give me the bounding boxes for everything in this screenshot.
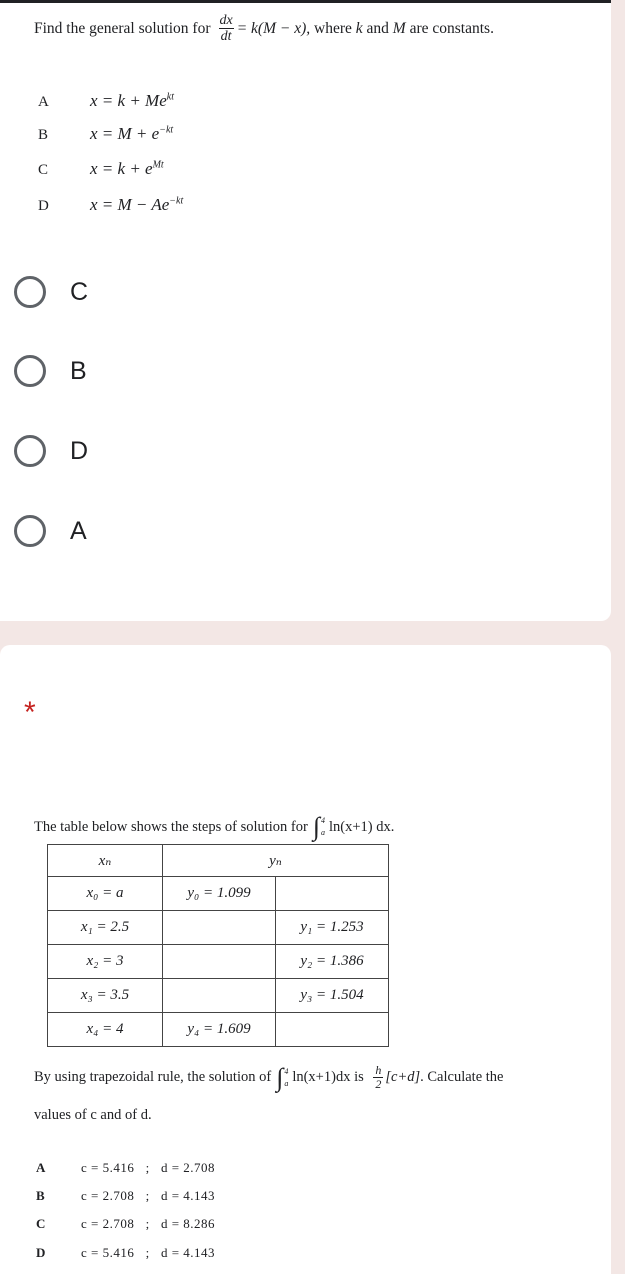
table-row: x₄ = 4 y₄ = 1.609 [48, 1013, 389, 1047]
option-b: B $x = M + e^{-kt}$ [38, 124, 174, 143]
trapezoidal-question-text: By using trapezoidal rule, the solution of ∫ 4 a ln(x+1)dx is h 2 [c+d] . Calculate the [34, 1062, 504, 1092]
table-row: x₂ = 3 y₂ = 1.386 [48, 945, 389, 979]
derivative-fraction: $\frac{dx}{dt}$ [219, 13, 233, 44]
option-2-b: B c = 2.708 ; d = 4.143 [36, 1188, 216, 1203]
option-2-a: A c = 5.416 ; d = 2.708 [36, 1160, 216, 1175]
radio-choice-c[interactable]: C [14, 276, 88, 308]
trapezoidal-question-line-2: values of c and of d. [34, 1107, 152, 1123]
option-a: A $x = k + Me^{kt}$ [38, 91, 174, 110]
question-card-1 [0, 0, 611, 621]
option-2-c: C c = 2.708 ; d = 8.286 [36, 1216, 216, 1231]
option-c: C $x = k + e^{Mt}$ [38, 159, 164, 178]
question-2-intro: The table below shows the steps of solution for ∫ 4 a ln(x+1) dx. [34, 812, 395, 841]
table-row: x₃ = 3.5 y₃ = 1.504 [48, 979, 389, 1013]
option-d: D $x = M - Ae^{-kt}$ [38, 195, 184, 214]
solution-table [47, 844, 389, 1047]
required-asterisk: * [24, 696, 36, 729]
radio-circle-icon[interactable] [14, 515, 46, 547]
option-2-d: D c = 5.416 ; d = 4.143 [36, 1245, 216, 1260]
table-header-row: xₙ yₙ [48, 845, 389, 877]
question-1-text: Find the general solution for $\frac{dx}{dt}$ = k(M − x), where k and M are constants. [34, 13, 494, 44]
table-row: x₀ = a y₀ = 1.099 [48, 877, 389, 911]
table-row: x₁ = 2.5 y₁ = 1.253 [48, 911, 389, 945]
radio-circle-icon[interactable] [14, 355, 46, 387]
integral-sign: ∫ [312, 812, 320, 841]
integral-sign: ∫ [276, 1062, 284, 1092]
radio-choice-a[interactable]: A [14, 515, 87, 547]
radio-circle-icon[interactable] [14, 276, 46, 308]
radio-choice-b[interactable]: B [14, 355, 87, 387]
radio-circle-icon[interactable] [14, 435, 46, 467]
radio-choice-d[interactable]: D [14, 435, 88, 467]
